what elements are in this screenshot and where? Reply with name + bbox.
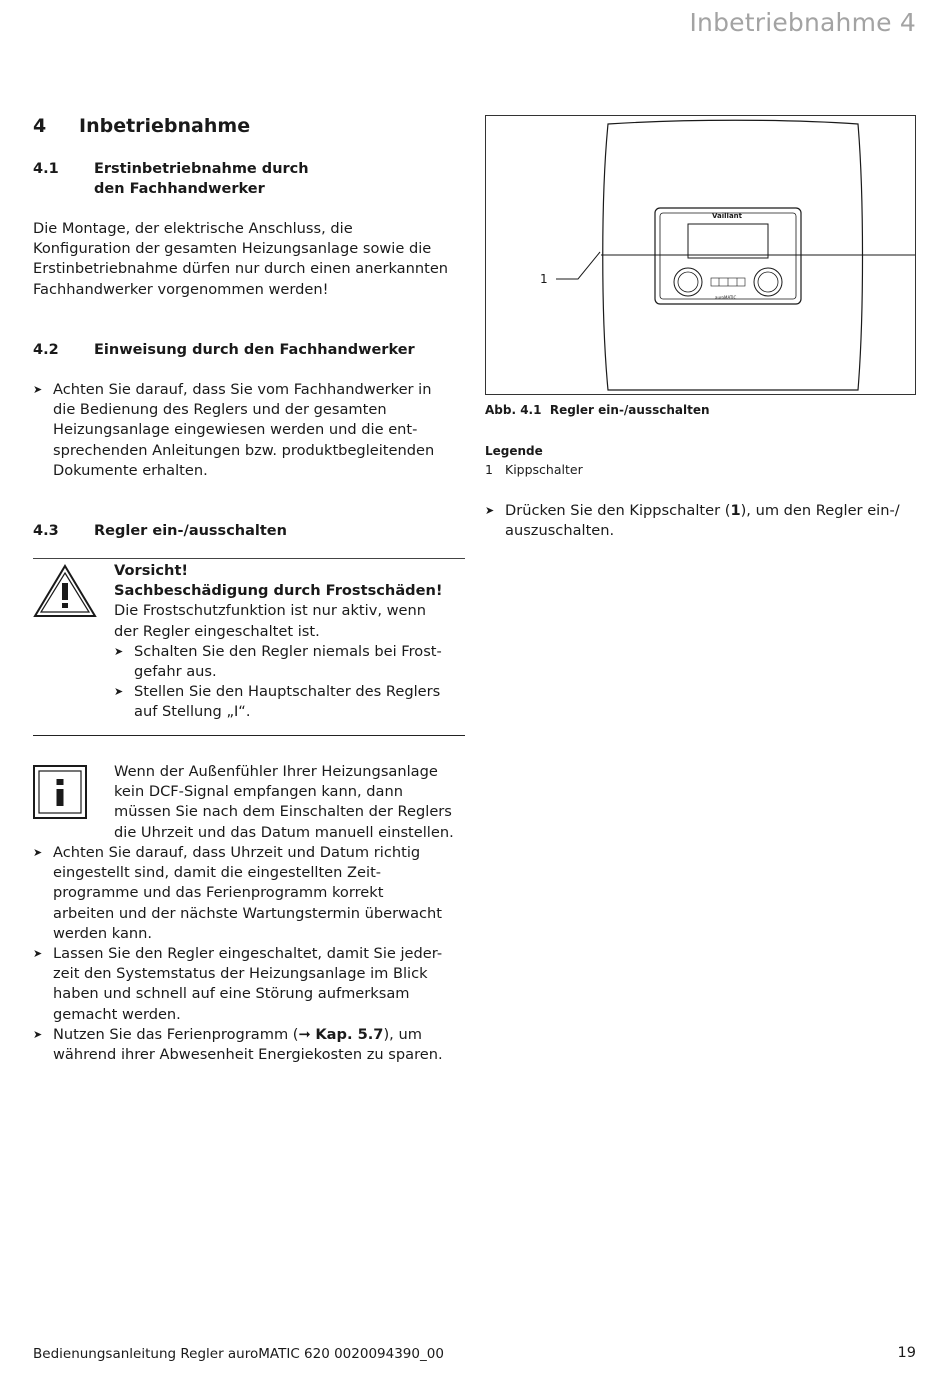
text-line: die Bedienung des Reglers und der gesamten <box>53 401 387 419</box>
figure-caption <box>485 403 710 417</box>
legend-title: Legende <box>485 444 543 458</box>
warning-heading: Vorsicht! <box>114 562 189 579</box>
text-line: Dokumente erhalten. <box>53 461 208 479</box>
warning-subheading: Sachbeschädigung durch Frostschäden! <box>114 582 443 600</box>
text-line: Heizungsanlage eingewiesen werden und die ent- <box>53 421 418 439</box>
list-item <box>114 682 466 722</box>
subsection-title-line: Erstinbetriebnahme durch <box>94 161 309 177</box>
page-number: 19 <box>897 1345 916 1361</box>
list-item <box>33 944 473 1025</box>
text-line <box>505 501 921 521</box>
warning-top-rule <box>33 558 465 559</box>
text-line <box>53 1025 473 1045</box>
section-number: 4 <box>33 115 47 137</box>
right-column-instruction <box>485 501 921 541</box>
text-line: werden kann. <box>53 924 153 942</box>
list-item <box>114 642 466 682</box>
controller-illustration <box>486 116 916 395</box>
text-line: Wenn der Außenfühler Ihrer Heizungsanlage <box>114 763 438 780</box>
warning-bottom-rule <box>33 735 465 736</box>
paragraph-4-1 <box>33 219 473 300</box>
text-fragment: Drücken Sie den Kippschalter ( <box>505 502 731 519</box>
callout-number: 1 <box>540 272 548 286</box>
subsection-title-line: den Fachhandwerker <box>94 181 265 197</box>
caption-label: Abb. 4.1 <box>485 403 542 417</box>
text-line: auszuschalten. <box>505 522 615 540</box>
bullet-list-4-2 <box>33 380 473 481</box>
list-item <box>33 1025 473 1065</box>
bullet-list-4-3 <box>33 843 473 1065</box>
text-line: Die Frostschutzfunktion ist nur aktiv, wenn <box>114 602 427 620</box>
text-line: gefahr aus. <box>134 663 217 681</box>
text-line: Die Montage, der elektrische Anschluss, die <box>33 220 353 237</box>
footer-document-title: Bedienungsanleitung Regler auroMATIC 620 0020094390_00 <box>33 1346 444 1362</box>
figure-frame <box>485 115 916 395</box>
text-fragment: ), um den Regler ein-/ <box>740 502 900 519</box>
text-line: ➤ Achten Sie darauf, dass Uhrzeit und Datum richtig <box>53 844 421 861</box>
text-fragment: ), um <box>383 1025 422 1043</box>
text-line: während ihrer Abwesenheit Energiekosten zu sparen. <box>53 1046 443 1064</box>
model-label: auroMATIC <box>715 295 737 300</box>
caption-text: Regler ein-/ausschalten <box>549 403 710 417</box>
subsection-title: Regler ein-/ausschalten <box>94 523 287 539</box>
brand-label: Vaillant <box>712 212 743 220</box>
text-line: programme und das Ferienprogramm korrekt <box>53 884 384 902</box>
text-line: zeit den Systemstatus der Heizungsanlage im Blick <box>53 965 428 983</box>
text-line: sprechenden Anleitungen bzw. produktbegleitenden <box>53 441 435 459</box>
text-line: haben und schnell auf eine Störung aufmerksam <box>53 985 410 1003</box>
text-line: ➤ Lassen Sie den Regler eingeschaltet, damit Sie jeder- <box>53 945 443 963</box>
legend-text: Kippschalter <box>505 462 583 477</box>
text-line: der Regler eingeschaltet ist. <box>114 622 320 640</box>
warning-triangle-icon <box>32 563 98 619</box>
text-line: eingestellt sind, damit die eingestellten Zeit- <box>53 864 382 882</box>
section-title: Inbetriebnahme <box>79 115 251 137</box>
text-line: Erstinbetriebnahme dürfen nur durch einen anerkannten <box>33 260 449 278</box>
list-item <box>33 843 473 944</box>
warning-box <box>114 561 466 723</box>
text-line: ➤ Schalten Sie den Regler niemals bei Frost- <box>134 642 442 660</box>
legend-number: 1 <box>485 462 493 477</box>
subsection-4-3-heading <box>33 521 287 541</box>
text-line: müssen Sie nach dem Einschalten der Reglers <box>114 803 452 821</box>
text-line: ➤ Stellen Sie den Hauptschalter des Reglers <box>134 683 441 701</box>
text-line: auf Stellung „I“. <box>134 703 251 721</box>
legend-item <box>485 462 583 477</box>
subsection-number: 4.3 <box>33 523 59 539</box>
info-icon <box>33 765 87 819</box>
subsection-title: Einweisung durch den Fachhandwerker <box>94 342 415 358</box>
list-item <box>485 501 921 541</box>
subsection-number: 4.2 <box>33 342 59 358</box>
text-line: die Uhrzeit und das Datum manuell einstellen. <box>114 823 454 841</box>
list-item <box>33 380 473 481</box>
subsection-number: 4.1 <box>33 161 59 177</box>
text-line: Fachhandwerker vorgenommen werden! <box>33 280 329 298</box>
info-box <box>114 762 469 843</box>
text-line: Konfiguration der gesamten Heizungsanlage sowie die <box>33 240 432 258</box>
text-line: kein DCF-Signal empfangen kann, dann <box>114 783 403 801</box>
callout-reference: 1 <box>730 502 741 519</box>
running-header: Inbetriebnahme 4 <box>689 8 916 37</box>
subsection-4-2-heading <box>33 340 415 360</box>
text-line: arbeiten und der nächste Wartungstermin überwacht <box>53 904 443 922</box>
text-line: gemacht werden. <box>53 1005 181 1023</box>
chapter-reference: Kap. 5.7 <box>315 1025 384 1043</box>
subsection-4-1-heading <box>33 159 309 199</box>
text-line: ➤ Achten Sie darauf, dass Sie vom Fachhandwerker in <box>53 381 432 398</box>
section-heading <box>33 115 250 137</box>
text-fragment: Nutzen Sie das Ferienprogramm ( <box>53 1025 299 1043</box>
cross-reference-arrow: ➞ <box>298 1025 311 1043</box>
